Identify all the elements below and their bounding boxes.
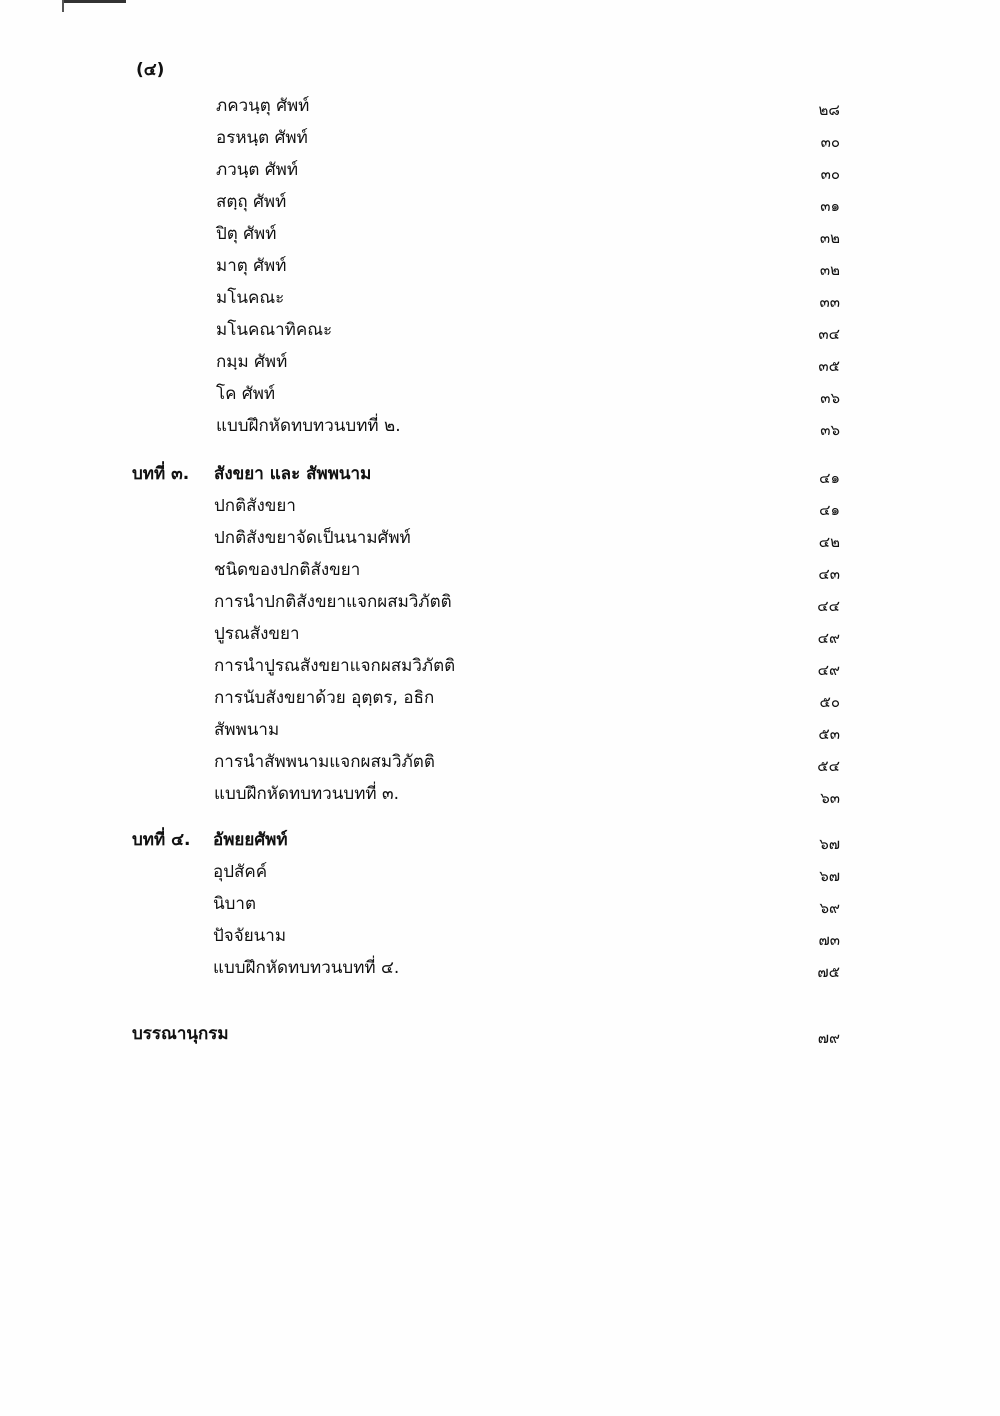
- toc-entry-title: อรหนฺต ศัพท์: [216, 128, 308, 148]
- toc-entry-title: นิบาต: [213, 894, 256, 914]
- toc-entry-page: ๓๕: [818, 357, 840, 375]
- toc-entry-page: ๖๙: [819, 899, 840, 917]
- chapter-title: สังขยา และ สัพพนาม: [214, 464, 372, 484]
- bibliography-title: บรรณานุกรม: [132, 1024, 229, 1044]
- toc-entry-page: ๗๕: [817, 963, 840, 981]
- toc-entry-title: กมฺม ศัพท์: [216, 352, 288, 372]
- toc-entry-page: ๓๑: [820, 197, 840, 215]
- chapter-label: บทที่ ๔.: [132, 830, 191, 850]
- toc-entry: [0, 716, 1000, 746]
- toc-entry-page: ๓๒: [819, 229, 840, 247]
- toc-entry-page: ๓๔: [818, 325, 840, 343]
- toc-entry-title: มาตุ ศัพท์: [216, 256, 287, 276]
- toc-entry: [0, 588, 1000, 618]
- toc-entry: [0, 890, 1000, 920]
- toc-entry-title: ชนิดของปกติสังขยา: [214, 560, 361, 580]
- toc-entry-page: ๕๓: [818, 725, 840, 743]
- toc-entry: [0, 220, 1000, 250]
- toc-entry-page: ๓๐: [820, 165, 840, 183]
- toc-entry-page: ๔๓: [818, 565, 840, 583]
- bibliography-page: ๗๙: [817, 1029, 840, 1047]
- scan-edge-mark-vertical: [62, 0, 64, 12]
- toc-entry: [0, 380, 1000, 410]
- toc-entry-title: ปกติสังขยา: [214, 496, 296, 516]
- toc-entry-page: ๓๒: [819, 261, 840, 279]
- toc-entry: [0, 684, 1000, 714]
- toc-entry: [0, 780, 1000, 810]
- toc-entry-page: ๔๙: [817, 661, 840, 679]
- toc-entry-page: ๔๔: [817, 597, 840, 615]
- toc-entry-title: ปิตุ ศัพท์: [216, 224, 277, 244]
- toc-entry-title: ปกติสังขยาจัดเป็นนามศัพท์: [214, 528, 411, 548]
- toc-entry-title: ปัจจัยนาม: [213, 926, 287, 946]
- toc-entry-title: มโนคณาทิคณะ: [216, 320, 333, 340]
- toc-entry: [0, 412, 1000, 442]
- toc-entry: [0, 492, 1000, 522]
- toc-entry-title: แบบฝึกหัดทบทวนบทที่ ๓.: [214, 784, 400, 804]
- chapter-page: ๔๑: [819, 469, 840, 487]
- toc-entry-title: ภวนฺต ศัพท์: [216, 160, 299, 180]
- toc-entry-title: แบบฝึกหัดทบทวนบทที่ ๔.: [213, 958, 400, 978]
- toc-entry-title: สตฺถุ ศัพท์: [216, 192, 287, 212]
- toc-entry: [0, 188, 1000, 218]
- chapter-page: ๖๗: [819, 835, 840, 853]
- toc-entry: [0, 652, 1000, 682]
- toc-entry: [0, 92, 1000, 122]
- toc-entry-page: ๓๖: [820, 389, 840, 407]
- toc-entry: [0, 620, 1000, 650]
- toc-entry: [0, 252, 1000, 282]
- toc-entry: [0, 124, 1000, 154]
- toc-entry: [0, 524, 1000, 554]
- chapter-label: บทที่ ๓.: [132, 464, 190, 484]
- toc-entry: [0, 284, 1000, 314]
- toc-entry-title: การนำสัพพนามแจกผสมวิภัตติ: [214, 752, 435, 772]
- toc-entry-title: สัพพนาม: [214, 720, 280, 740]
- page-number: (๔): [136, 60, 165, 80]
- toc-entry-title: การนำปูรณสังขยาแจกผสมวิภัตติ: [214, 656, 456, 676]
- toc-entry: [0, 858, 1000, 888]
- toc-entry: [0, 348, 1000, 378]
- toc-entry-title: อุปสัคค์: [213, 862, 268, 882]
- toc-entry-title: การนำปกติสังขยาแจกผสมวิภัตติ: [214, 592, 452, 612]
- toc-entry-page: ๗๓: [818, 931, 840, 949]
- toc-entry-page: ๖๗: [819, 867, 840, 885]
- chapter-heading: [0, 826, 1000, 856]
- toc-entry-title: ปูรณสังขยา: [214, 624, 300, 644]
- toc-entry-page: ๕๔: [817, 757, 840, 775]
- scan-edge-mark: [62, 0, 126, 3]
- toc-entry-page: ๖๓: [820, 789, 840, 807]
- toc-entry: [0, 954, 1000, 984]
- toc-entry-title: โค ศัพท์: [216, 384, 276, 404]
- chapter-heading: [0, 460, 1000, 490]
- toc-entry: [0, 748, 1000, 778]
- toc-entry-title: แบบฝึกหัดทบทวนบทที่ ๒.: [216, 416, 401, 436]
- toc-entry-page: ๕๐: [819, 693, 840, 711]
- toc-entry-page: ๔๙: [817, 629, 840, 647]
- toc-entry: [0, 556, 1000, 586]
- toc-entry-page: ๓๐: [820, 133, 840, 151]
- bibliography-entry: [0, 1020, 1000, 1050]
- toc-entry-page: ๓๓: [819, 293, 840, 311]
- toc-entry: [0, 316, 1000, 346]
- toc-entry: [0, 156, 1000, 186]
- toc-entry-page: ๓๖: [820, 421, 840, 439]
- toc-entry-page: ๔๑: [819, 501, 840, 519]
- toc-entry-page: ๔๒: [818, 533, 840, 551]
- toc-entry: [0, 922, 1000, 952]
- toc-entry-title: การนับสังขยาด้วย อุตฺตร, อธิก: [214, 688, 435, 708]
- toc-entry-page: ๒๘: [818, 101, 840, 119]
- toc-entry-title: มโนคณะ: [216, 288, 285, 308]
- toc-entry-title: ภควนฺตุ ศัพท์: [216, 96, 310, 116]
- chapter-title: อัพยยศัพท์: [213, 830, 288, 850]
